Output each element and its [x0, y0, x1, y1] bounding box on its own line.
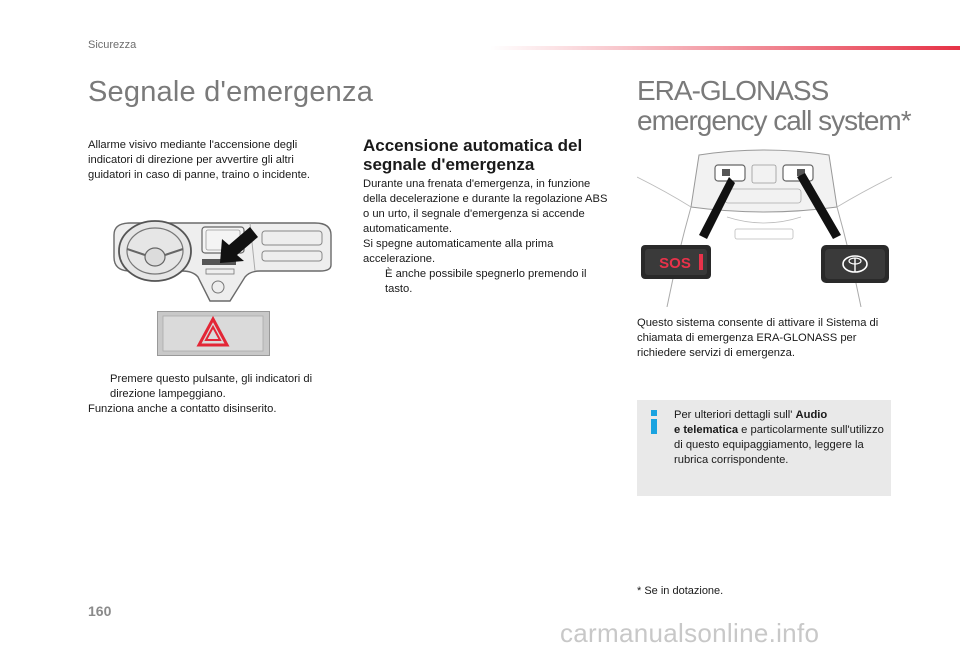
intro-paragraph: Allarme visivo mediante l'accensione degli indicatori di direzione per avvertire gli altri guidatori in caso di panne, traino o incidente. — [88, 139, 311, 181]
press-bullet — [88, 372, 348, 402]
hazard-button-illustration — [157, 311, 270, 356]
auto-activation-heading: Accensione automatica del segnale d'emergenza — [363, 136, 583, 174]
era-description: Questo sistema consente di attivare il Sistema di chiamata di emergenza ERA-GLONASS per richiedere servizi di emergenza. — [637, 317, 879, 359]
page-title: Segnale d'emergenza — [88, 76, 374, 108]
info-text — [674, 408, 884, 468]
auto-paragraph-2: Si spegne automaticamente alla prima accelerazione. — [363, 238, 554, 265]
info-prefix: Per ulteriori dettagli sull' — [674, 409, 796, 421]
overhead-console-illustration — [637, 147, 892, 307]
sos-button-label: SOS — [659, 255, 691, 272]
dashboard-illustration — [110, 215, 335, 303]
press-bullet-text: Premere questo pulsante, gli indicatori di direzione lampeggiano. — [110, 373, 313, 400]
info-bold-telematica: e telematica — [674, 424, 739, 436]
header-accent-rule — [490, 46, 960, 50]
era-title-line-2: emergency call system* — [637, 105, 911, 136]
press-note: Funziona anche a contatto disinserito. — [88, 403, 277, 415]
page-number: 160 — [88, 603, 112, 619]
era-glonass-title — [637, 76, 911, 136]
auto-bullet-text: È anche possibile spegnerlo premendo il tasto. — [385, 268, 587, 295]
press-instructions — [88, 372, 348, 417]
info-bold-audio: Audio — [795, 409, 828, 421]
auto-activation-text — [363, 177, 613, 297]
section-label: Sicurezza — [88, 39, 137, 51]
footnote: * Se in dotazione. — [637, 585, 724, 597]
info-icon — [648, 410, 660, 434]
auto-bullet — [363, 267, 613, 297]
era-title-line-1: ERA-GLONASS — [637, 75, 829, 106]
info-suffix: e particolarmente sull'utilizzo di questo equipaggiamento, leggere la rubrica corrispondente. — [674, 424, 884, 466]
watermark: carmanualsonline.info — [560, 618, 820, 648]
auto-paragraph-1: Durante una frenata d'emergenza, in funzione della decelerazione e durante la regolazione ABS o un urto, il segnale d'emergenza si accende automaticamente. — [363, 178, 608, 235]
